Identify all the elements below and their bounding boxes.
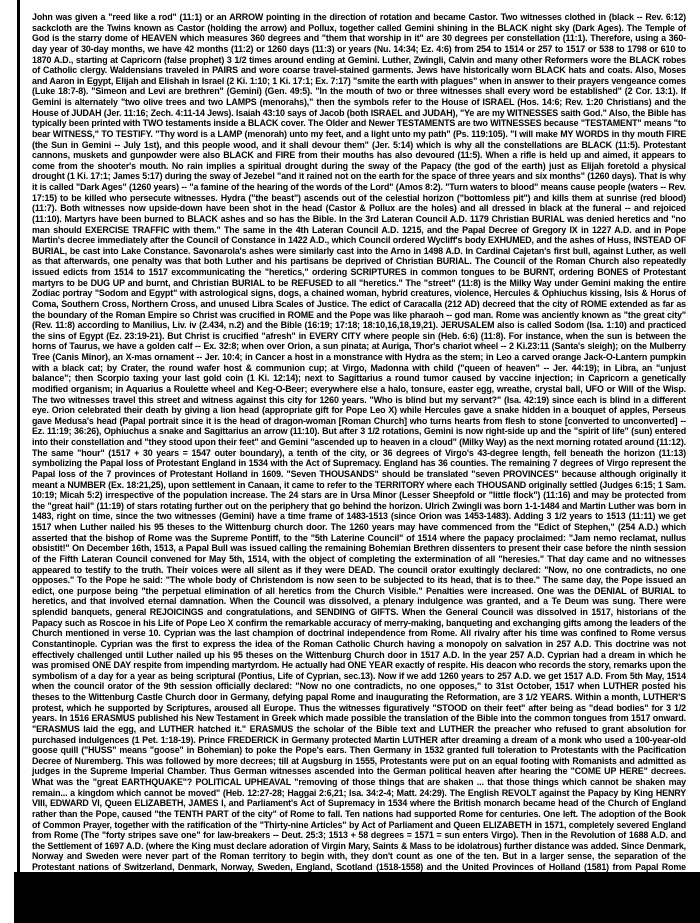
body-paragraph: John was given a "reed like a rod" (11:1) or an ARROW pointing in the direction of rotation and became Castor. Two witnesses clothed in (black -- Rev. 6:12) sackcloth are the Twins known as Castor (holding the arrow) and Pollux, together called Gemini shining in the BLACK night sky (Dark Ages). The Temple of God is the starry dome of HEAVEN which measures 360 degrees and "them that worship in it" are 30 degrees per constellation (11:1). Therefore, using a 360-day year of 30-day months, we have 42 months (11:2) or 1260 days (11:3) or years (Nu. 14:34; Ez. 4:6) from 254 to 1514 or 257 to 1517 or 538 to 1798 or 610 to 1870 A.D., starting at Capricorn (false prophet) 3 1/2 times around ending at Gemini. Luther, Zwingli, Calvin and many other Reformers wore the BLACK robes of Catholic clergy. Waldensians traveled in PAIRS and wore coarse travel-stained garments. Jews have historically worn BLACK hats and coats. Also, Moses and Aaron in Egypt, Elijah and Elishah in Israel (2 Ki. 1:10; 1 Ki. 17:1; Ex. 7:17) "smite the earth with plagues" when in answer to their prayers vengeance comes (Luke 18:7-8). "Simeon and Levi are brethren" (Gemini) (Gen. 49:5). "In the mouth of two or three witnesses shall every word be established" (2 Cor. 13:1). If Gemini is alternately "two olive trees and two LAMPS (menorahs)," then the symbols refer to the House of ISRAEL (Hos. 14:6; Rev. 1:20 Christians) and the House of JUDAH (Jer. 11:16; Zech. 4:11-14 Jews). Isaiah 43:10 says of Jacob (both ISRAEL and JUDAH), "Ye are my WITNESSES saith God." Also, the Bible has typically been printed with TWO testaments inside a BLACK cover. The Older and Newer TESTAMENTS are two WITNESSES because "TESTAMENT" means "to bear WITNESS," TO TESTIFY. "Thy word is a LAMP (menorah) unto my feet, and a light unto my path" (Ps. 119:105). "I will make MY WORDS in thy mouth FIRE (the Sun in Gemini -- July 1st), and this people wood, and it shall devour them" (Jer. 5:14) which is why all the constellations are BLACK (11:5). Protestant cannons, muskets and gunpowder were also BLACK and FIRE from their mouths has also devoured (11:5). When a rifle is held up and aimed, it appears to come from the shooter's mouth. No rain implies a spiritual drought during the sway of the Papacy (the god of the earth) just as Elijah foretold a physical drought (1 Ki. 17:1; James 5:17) during the sway of Jezebel "and it rained not on the earth for the space of three years and six months" (1260 days). That is why it is called "Dark Ages" (1260 years) -- "a famine of the hearing of the words of the Lord" (Amos 8:2). "Turn waters to blood" means cause people (waters -- Rev. 17:15) to be killed who persecute witnesses. Hydra ("the beast") ascends out of the celestial horizon ("bottomless pit") and kills them at sunrise (red blood) (11:7). Both witnesses now upside-down have been shot in the head (Castor & Pollux are the holes) and all dressed in black at the funeral -- and rejoiced (11:10). Martyrs have been burned to BLACK ashes and so has the Bible. In the 3rd Lateran Council A.D. 1179 Christian BURIAL was denied heretics and "no man should EXERCISE TRAFFIC with them." The same in the 4th Lateran Council A.D. 1215, and the Papal Decree of Gregory IX in 1227 A.D. and in Pope Martin's decree immediately after the Council of Constance in 1422 A.D., which Council ordered Wycliff's body EXHUMED, and the ashes of Huss, INSTEAD OF BURIAL, be cast into Lake Constance. Savonarola's ashes were similarly cast into the Arno in 1498 A.D. In Cardinal Cajetan's first bull, against Luther, as well as that afterwards, one penalty was that both Luther and his partisans be deprived of Christian BURIAL. The Council of the Roman Church also repeatedly issued edicts from 1514 to 1517 excommunicating the "heretics," ordering SCRIPTURES in common tongues to be BURNT, ordering BONES of Protestant martyrs to be DUG UP and burnt, and Christian BURIAL to be REFUSED to all "heretics." The "street" (11:8) is the Milky Way under Gemini making the entire Zodiac portray "Sodom and Egypt" with astrological signs, dogs, a chained woman, hybrid creatures, violence, Hercules & Ophiuchus kissing, Isis & Horus of Coma, Southern Cross, Northern Cross, and unused Libra Scales of Justice. The edict of Caracalla (212 AD) decreed that the city of ROME extended as far as the boundary of the Roman Empire so Christ was crucified in ROME and the Pope was like pharaoh -- god man. Rome was anciently known as "the great city" (Rev. 11:8) according to Manilius, Liv. iv (2.434, n.2) and the Bible (16:19; 17:18; 18:10,16,18,19,21). JERUSALEM also is called Sodom (Isa. 1:10) and practiced the sins of Egypt (Ez. 23:19-21). But Christ is crucified "afresh" in EVERY CITY where people sin (Heb. 6:6) (11:8). For instance, when the sun is between the horns of Taurus, we have a golden calf -- Ex. 32:8; when over Orion, a sun pinata; at Auriga, Thor's chariot wheel -- 2 Ki.23:11 (Santa's sleigh); on the Mulberry Tree (Canis Minor), an X-mas ornament -- Jer. 10:4; in Cancer a host in a monstrance with Hydra as the stem; in Leo a carved orange Jack-O-Lantern pumpkin with a black cat; by Crater, the round wafer host & communion cup; at Virgo, Madonna with child ("queen of heaven" -- Jer. 44:19); in Libra, an "unjust balance"; then Scorpio taxing your last gold coin (1 Ki. 12:14); next to Sagittarius a round tumor caused by vaccine injection; in Capricorn a genetically modified organism; in Aquarius a Roulette wheel and Keg-O-Beer; everywhere else a halo, tonsure, easter egg, wreathe, crystal ball, UFO or Will of the Wisp. The two witnesses travel this street and witness against this city for 1260 years. "Who is blind but my servant?" (Isa. 42:19) since each is blind in a different eye. Orion celebrated their death by giving a lion head (appropriate gift for Pope Leo X) while Hercules gave a snake hidden in a bouquet of apples, Perseus gave Medusa's head (Papal portrait since it is the head of dragon-woman [Roman Church] who turns hearts from flesh to stone [converted to unconverted] -- Ez. 11:19; 36:26), Ophiuchus a snake and Sagittarius an arrow (11:10). But after 3 1/2 rotations, Gemini is now right-side up and the "spirit of life" (sun) entered into their constellation and "they stood upon their feet" and Gemini "ascended up to heaven in a cloud" (Milky Way) as the next morning rotated around (11:12). The same "hour" (1517 + 30 years = 1547 outer boundary), a tenth of the city, or 36 degrees of Virgo's 43-degree length, fell beneath the horizon (11:13) symbolizing the Papal loss of Protestant England in 1534 with the Act of Supremacy. England has 36 counties. The remaining 7 degrees of Virgo represent the Papal loss of the 7 provinces of Protestant Holland in 1609. "Seven THOUSANDS" should be translated "seven PROVINCES" because although originally it meant a NUMBER (Ex. 18:21,25), upon settlement in Canaan, it came to refer to the TERRITORY where each THOUSAND originally settled (Judges 6:15; 1 Sam. 10:19; Micah 5:2) irrespective of the population increase. The 24 stars are in Ursa Minor (Lesser Sheepfold or "little flock") (11:16) and may be protected from the "great hail" (11:19) of stars rotating further out on the periphery that go behind the horizon. Ulrich Zwingli was born 1-1-1484 and Martin Luther was born in 1483, right on time, since the two witnesses (Gemini) have a time frame of 1483-1513 (since Orion was 1453-1483). Adding 3 1/2 years to 1513 (11:11) we get 1517 when Luther nailed his 95 theses to the Wittenburg church door. The 1260 years may have commenced from the "Edict of Stephen," (254 A.D.) which asserted that the bishop of Rome was the Supreme Pontiff, to the "5th Laterine Council" of 1514 where the papacy proclaimed: "Jam nemo reclamat, nullus obsistit!" On December 16th, 1513, a Papal Bull was issued calling the remaining Bohemian Brethren dissenters to present their case before the ninth session of the Fifth Lateran Council convened for May 5th, 1514, with the object of completing the extermination of all "heresies." That day came and no witnesses appeared to testify to the truth. Their voices were all silent as if they were DEAD. The council orator exultingly declared: "Now, no one contradicts, no one opposes." To the Pope he said: "The whole body of Christendom is now seen to be subjected to its head, that is to thee." The same day, the Pope issued an edict, one purpose being "the perpetual elimination of all heretics from the Church Visible." Penalties were increased. One was the DENIAL of BURIAL to heretics, and that involved eternal damnation. When the Council was dissolved, a plenary indulgence was granted, and a Te Deum was sung. There were splendid banquets, general REJOICINGS and congratulations, and SENDING of GIFTS. When the General Council was dissolved in 1517, historians of the Papacy such as Roscoe in his Life of Pope Leo X confirm the remarkable accuracy of merry-making, banqueting and exchanging gifts among the leaders of the Church mentioned in verse 10. Cyprian was the last champion of doctrinal independence from Rome. All rivalry after his time was confined to Rome versus Constantinople. Cyprian was the first to express the idea of the Roman Catholic Church having a monopoly on salvation in 257 A.D. This doctrine was not effectively challenged until Luther nailed up his 95 theses on the Wittenburg Church door in 1517 A.D. In the year 257 A.D. Cyprian had a dream in which he was promised ONE DAY respite from impending martyrdom. He actually had ONE YEAR exactly of respite. His deacon who records the story, remarks upon the symbolism of a day for a year as being scriptural (Pontius, Life of Cyprian, sec.13). Now if we add 1260 years to 257 A.D. we get 1517 A.D. From 5th May, 1514 when the council orator of the 9th session officially declared: "Now no one contradicts, no one opposes," to 31st October, 1517 when LUTHER posted his theses to the Wittenburg Castle Church door in Germany, defying papal Rome and inaugurating the Reformation, are 3 1/2 YEARS. Within a month, LUTHER'S protest, which he supported by Scriptures, aroused all Europe. Thus the witnesses figuratively "STOOD on their feet" after being as "dead bodies" for 3 1/2 years. In 1516 ERASMUS published his New Testament in Greek which made possible the translation of the Bible into the common tongues from 1517 onward. "ERASMUS laid the egg, and LUTHER hatched it." ERASMUS the scholar of the Bible text and LUTHER the preacher who refused to grant absolution for purchased indulgences (1 Pet. 1:18-19). Prince FREDERICK in Germany protected Martin LUTHER after dreaming a dream of a monk who used a 100-year-old goose quill ("HUSS" means "goose" in Bohemian) to poke the Pope's ears. Then Germany in 1532 granted full toleration to Protestants with the Pacification Decree of Nuremberg. This was followed by more decrees; till at Augsburg in 1555, Protestants were put on an equal footing with Romanists and admitted as judges in the Supreme Imperial Chamber. Thus German witnesses ascended into the German political heaven after hearing the "COME UP HERE" decrees. What was the "great EARTHQUAKE"? POLITICAL UPHEAVAL "removing of those things that are shaken ... that those things which cannot be shaken may remain... a kingdom which cannot be moved" (Heb. 12:27-28; Haggai 2:6,21; Isa. 34:2-4; Matt. 24:29). The English REVOLT against the Papacy by King HENRY VIII, EDWARD VI, Queen ELIZABETH, JAMES I, and Parliament's Act of Supremacy in 1534 where the British monarch became head of the Church of England rather than the Pope, caused "the TENTH PART of the city" of Rome to fall. Ten nations had supported Rome for centuries. One left. The adoption of the Book of Common Prayer, together with the ratification of the "Thirty-nine Articles" by Act of Parliament and Queen ELIZABETH in 1571, completely severed England from Rome (The "forty stripes save one" for law-breakers -- Deut. 25:3; 1513 + 58 degrees = 1571 = sun enters Virgo). Then in the Revolution of 1688 A.D. and the Settlement of 1697 A.D. (where the King must declare adoration of Virgin Mary, Saints & Mass to be idolatrous) further distance was added. Since Denmark, Norway and Sweden were never part of the Roman territory to begin with, they don't count as one of the ten. But in a larger sense, the separation of the Protestant nations of Switzerland, Denmark, Norway, Sweden, England, Scotland (1518-1558) and the United Provinces of Holland (1581) from Papal Rome: [32, 12, 686, 872]
document-body: [32, 12, 686, 872]
page-left-edge: [17, 0, 20, 923]
document-page: [14, 0, 690, 923]
scan-footer-bar: [14, 872, 700, 923]
